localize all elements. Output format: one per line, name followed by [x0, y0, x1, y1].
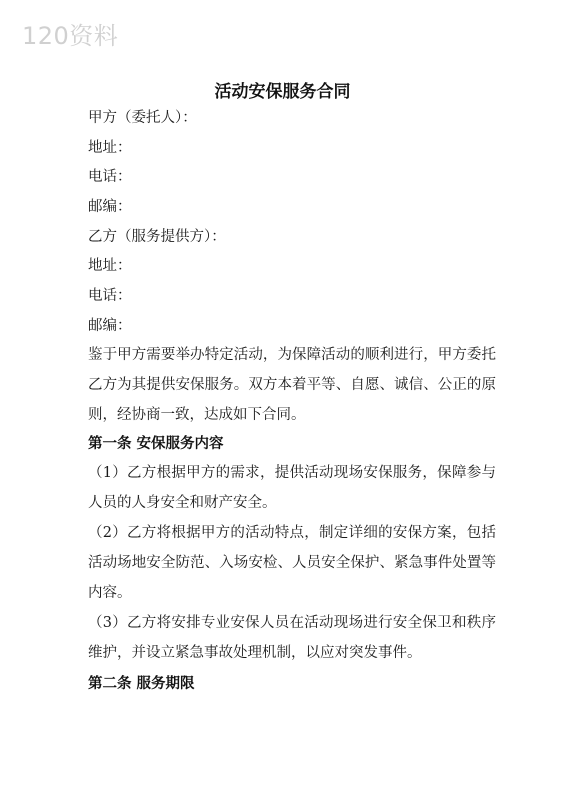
party-b-label: 乙方（服务提供方）：	[88, 229, 226, 245]
article1-heading: 第一条 安保服务内容	[88, 436, 224, 452]
party-a-phone: 电话：	[88, 169, 132, 185]
article1-item-3: （3）乙方将安排专业安保人员在活动现场进行安全保卫和秩序维护，并设立紧急事故处理机制，以应对突发事件。	[88, 615, 496, 661]
party-b-phone: 电话：	[88, 288, 132, 304]
party-a-label: 甲方（委托人）：	[88, 110, 197, 126]
document-title: 活动安保服务合同	[214, 82, 351, 102]
party-a-address: 地址：	[88, 140, 132, 156]
preamble-paragraph: 鉴于甲方需要举办特定活动，为保障活动的顺利进行，甲方委托乙方为其提供安保服务。双方本着平等、自愿、诚信、公正的原则，经协商一致，达成如下合同。	[88, 347, 496, 423]
article1-item-1: （1）乙方根据甲方的需求，提供活动现场安保服务，保障参与人员的人身安全和财产安全。	[88, 465, 496, 511]
party-b-address: 地址：	[88, 258, 132, 274]
article2-heading: 第二条 服务期限	[88, 676, 195, 692]
article1-item-2: （2）乙方将根据甲方的活动特点，制定详细的安保方案，包括活动场地安全防范、入场安检、人员安全保护、紧急事件处置等内容。	[88, 525, 496, 601]
watermark: 120资料	[22, 22, 119, 50]
party-a-postcode: 邮编：	[88, 199, 132, 215]
party-b-postcode: 邮编：	[88, 318, 132, 334]
